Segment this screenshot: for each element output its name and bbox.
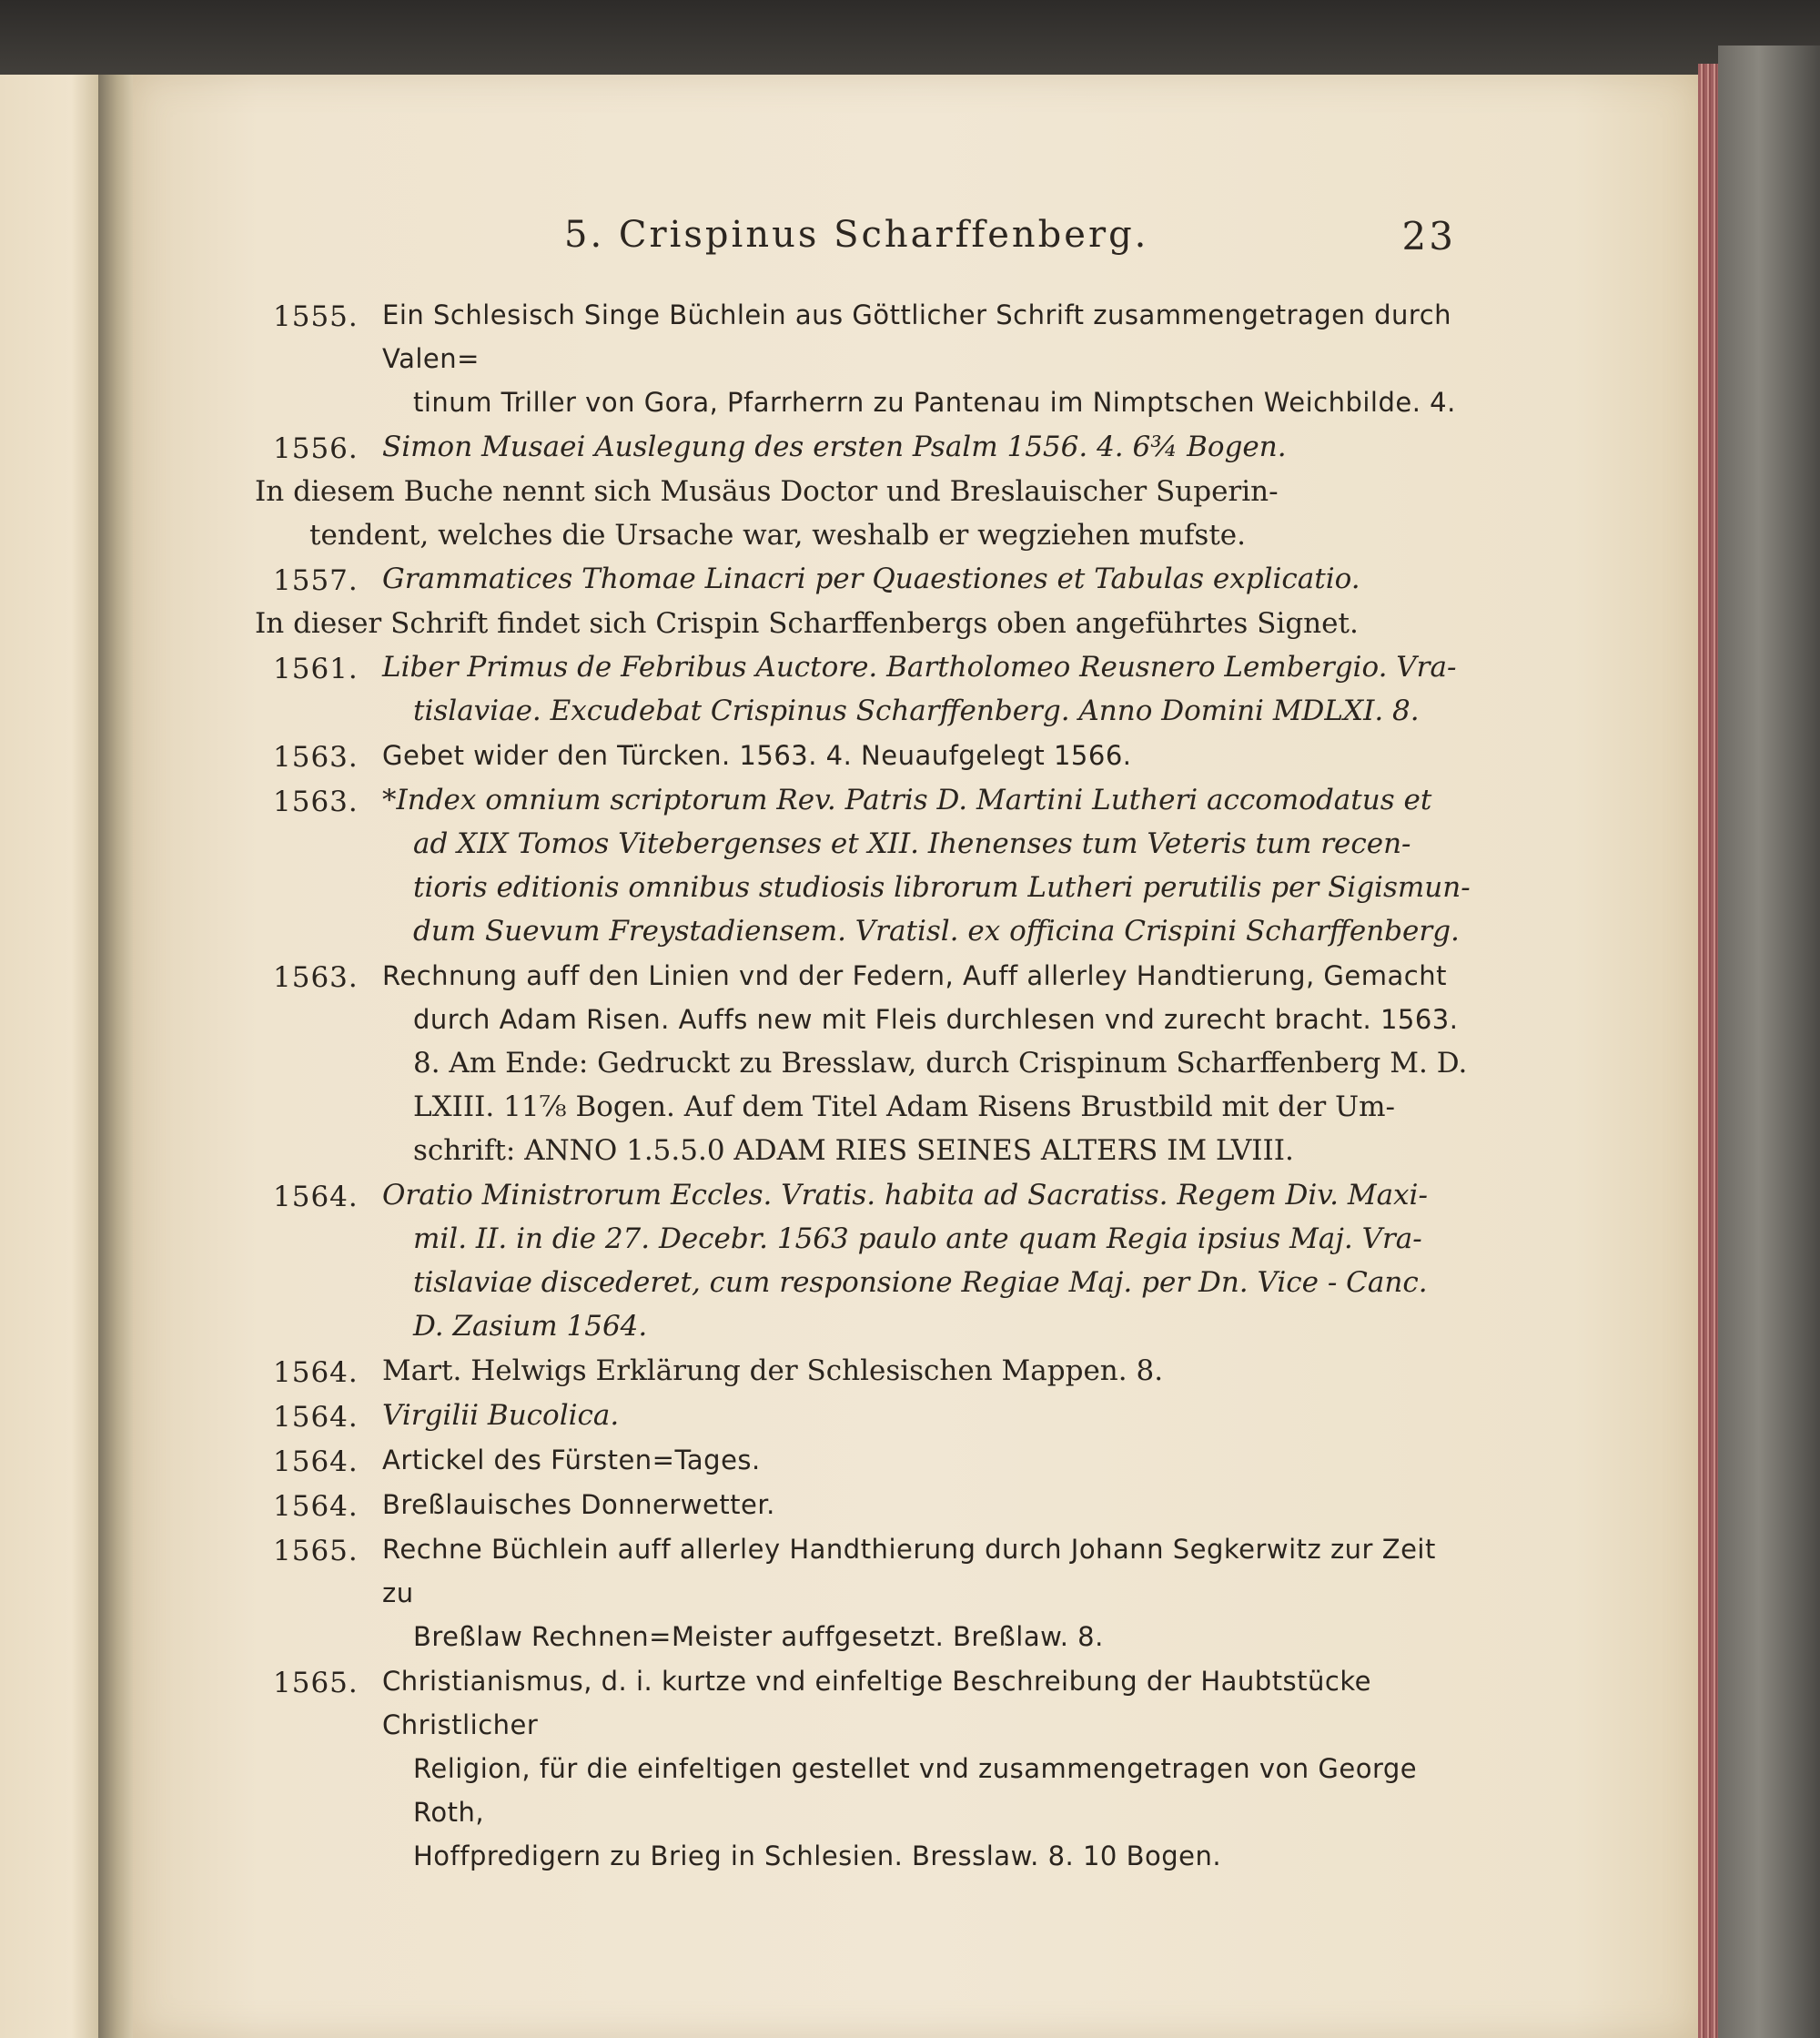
list-item xyxy=(273,1659,1474,1878)
list-item xyxy=(273,293,1474,424)
entry-line: durch Adam Risen. Auffs new mit Fleis durchlesen vnd zurecht bracht. 1563. xyxy=(413,1004,1459,1035)
entry-line: Gebet wider den Türcken. 1563. 4. Neuaufgelegt 1566. xyxy=(382,740,1132,771)
entry-line: tislaviae discederet, cum responsione Regiae Maj. per Dn. Vice - Canc. xyxy=(413,1266,1428,1299)
entry-line: Oratio Ministrorum Eccles. Vratis. habita ad Sacratiss. Regem Div. Maxi- xyxy=(382,1179,1428,1212)
entry-line: Grammatices Thomae Linacri per Quaestiones et Tabulas explicatio. xyxy=(382,563,1360,595)
entry-note: tendent, welches die Ursache war, weshalb er wegziehen mufste. xyxy=(309,519,1246,552)
entry-line: *Index omnium scriptorum Rev. Patris D. Martini Lutheri accomodatus et xyxy=(382,784,1432,816)
book-cover-top xyxy=(0,0,1820,86)
entry-line: Ein Schlesisch Singe Büchlein aus Göttlicher Schrift zusammengetragen durch Valen= xyxy=(382,299,1452,374)
list-item xyxy=(273,1438,1474,1482)
entry-year: 1563. xyxy=(273,961,359,994)
entry-year: 1565. xyxy=(273,1535,359,1567)
entry-note: In dieser Schrift findet sich Crispin Scharffenbergs oben angeführtes Signet. xyxy=(255,607,1359,640)
entry-line: Rechnung auff den Linien vnd der Federn, Auff allerley Handtierung, Gemacht xyxy=(382,960,1447,991)
entry-year: 1563. xyxy=(273,741,359,774)
running-header xyxy=(564,214,1474,269)
entry-line: dum Suevum Freystadiensem. Vratisl. ex officina Crispini Scharffenberg. xyxy=(413,915,1460,948)
entry-line: Breßlauisches Donnerwetter. xyxy=(382,1489,775,1520)
entry-year: 1564. xyxy=(273,1445,359,1478)
entry-line: Artickel des Fürsten=Tages. xyxy=(382,1445,761,1475)
book-board xyxy=(1718,46,1820,2038)
list-item xyxy=(273,1173,1474,1348)
list-item xyxy=(273,1349,1474,1393)
entry-line: Mart. Helwigs Erklärung der Schlesischen Mappen. 8. xyxy=(382,1354,1164,1387)
bibliography-list xyxy=(255,293,1474,1879)
entry-line: tislaviae. Excudebat Crispinus Scharffenberg. Anno Domini MDLXI. 8. xyxy=(413,695,1420,727)
entry-line: schrift: ANNO 1.5.5.0 ADAM RIES SEINES ALTERS IM LVIII. xyxy=(413,1134,1294,1167)
entry-year: 1556. xyxy=(273,432,359,465)
entry-line: Breßlaw Rechnen=Meister auffgesetzt. Breßlaw. 8. xyxy=(413,1621,1104,1652)
entry-year: 1555. xyxy=(273,300,359,333)
entry-year: 1557. xyxy=(273,564,359,597)
entry-line: tinum Triller von Gora, Pfarrherrn zu Pantenau im Nimptschen Weichbilde. 4. xyxy=(413,387,1456,418)
entry-year: 1563. xyxy=(273,786,359,818)
entry-year: 1564. xyxy=(273,1490,359,1523)
entry-year: 1564. xyxy=(273,1401,359,1434)
entry-line: Religion, für die einfeltigen gestellet vnd zusammengetragen von George Roth, xyxy=(413,1753,1418,1828)
entry-line: Virgilii Bucolica. xyxy=(382,1399,620,1432)
list-item xyxy=(273,778,1474,953)
entry-year: 1564. xyxy=(273,1356,359,1389)
entry-line: Rechne Büchlein auff allerley Handthierung durch Johann Segkerwitz zur Zeit zu xyxy=(382,1534,1436,1608)
list-item xyxy=(273,425,1474,469)
entry-line: Liber Primus de Febribus Auctore. Bartholomeo Reusnero Lembergio. Vra- xyxy=(382,651,1457,684)
page-edge xyxy=(1698,64,1718,2038)
entry-line: mil. II. in die 27. Decebr. 1563 paulo ante quam Regia ipsius Maj. Vra- xyxy=(413,1222,1422,1255)
chapter-title: 5. Crispinus Scharffenberg. xyxy=(564,214,1149,256)
list-item xyxy=(273,734,1474,777)
list-item xyxy=(273,1527,1474,1658)
entry-line: Hoffpredigern zu Brieg in Schlesien. Bresslaw. 8. 10 Bogen. xyxy=(413,1840,1222,1871)
entry-line: tioris editionis omnibus studiosis librorum Lutheri perutilis per Sigismun- xyxy=(413,871,1471,904)
entry-line: Simon Musaei Auslegung des ersten Psalm 1556. 4. 6¾ Bogen. xyxy=(382,431,1287,463)
entry-line: ad XIX Tomos Vitebergenses et XII. Ihenenses tum Veteris tum recen- xyxy=(413,827,1411,860)
list-item xyxy=(273,954,1474,1172)
list-item xyxy=(273,1483,1474,1526)
entry-year: 1565. xyxy=(273,1667,359,1699)
entry-line: LXIII. 11⅞ Bogen. Auf dem Titel Adam Risens Brustbild mit der Um- xyxy=(413,1090,1396,1123)
entry-line: Christianismus, d. i. kurtze vnd einfeltige Beschreibung der Haubtstücke Christlicher xyxy=(382,1666,1371,1740)
left-page xyxy=(0,75,102,2038)
entry-year: 1564. xyxy=(273,1181,359,1213)
list-item xyxy=(273,645,1474,733)
entry-line: D. Zasium 1564. xyxy=(413,1310,648,1343)
list-item xyxy=(273,557,1474,601)
page-number: 23 xyxy=(1401,214,1456,259)
entry-line: 8. Am Ende: Gedruckt zu Bresslaw, durch Crispinum Scharffenberg M. D. xyxy=(413,1047,1468,1080)
entry-note: In diesem Buche nennt sich Musäus Doctor und Breslauischer Superin- xyxy=(255,475,1279,508)
entry-year: 1561. xyxy=(273,653,359,685)
list-item xyxy=(273,1394,1474,1437)
